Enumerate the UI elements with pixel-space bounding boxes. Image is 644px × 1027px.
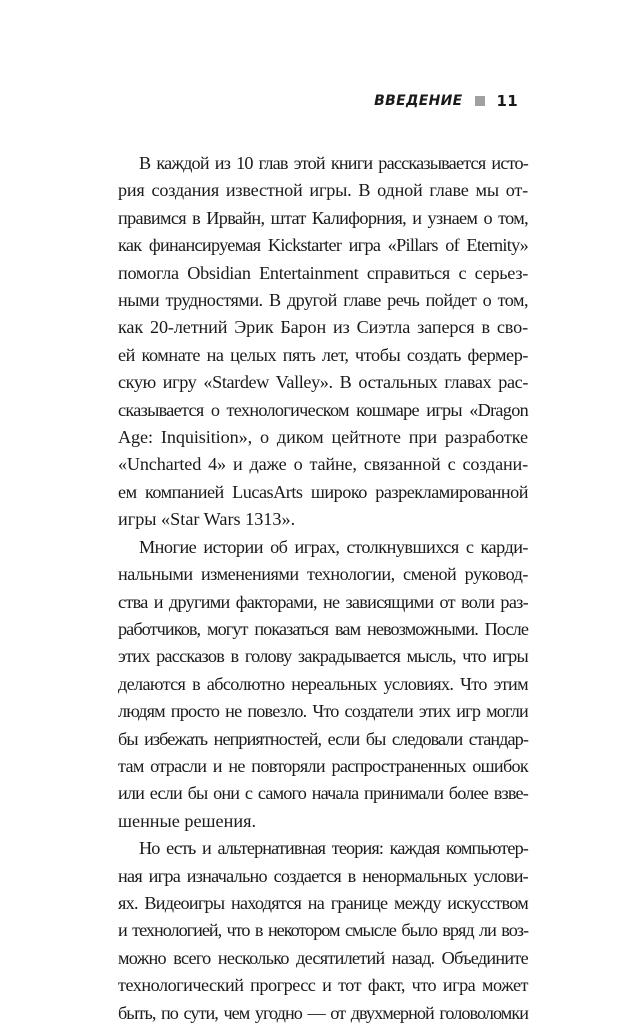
text-line: нальными изменениями технологии, сменой руковод- <box>118 564 528 585</box>
text-line: бы избежать неприятностей, если бы следовали стандар- <box>118 728 528 749</box>
text-line: ях. Видеоигры находятся на границе между искусством <box>118 892 528 913</box>
text-line: этих рассказов в голову закрадывается мысль, что игры <box>118 646 528 667</box>
paragraph-2 <box>118 534 528 835</box>
text-line: скую игру «Stardew Valley». В остальных главах рас- <box>118 372 528 393</box>
text-line: ными трудностями. В другой главе речь пойдет о том, <box>118 290 528 311</box>
text-line: ей комнате на целых пять лет, чтобы создать фермер- <box>118 344 528 365</box>
text-line: как 20-летний Эрик Барон из Сиэтла заперся в сво- <box>118 317 528 338</box>
running-head <box>374 92 518 110</box>
square-bullet-icon <box>475 96 485 106</box>
text-line: шенные решения. <box>118 810 257 831</box>
text-line: делаются в абсолютно нереальных условиях. Что этим <box>118 673 528 694</box>
text-line: технологический прогресс и тот факт, что игра может <box>118 975 528 996</box>
section-title: ВВЕДЕНИЕ <box>374 93 463 109</box>
text-line: ства и другими факторами, не зависящими от воли раз- <box>118 591 528 612</box>
text-line: «Uncharted 4» и даже о тайне, связанной с создани- <box>118 454 528 475</box>
text-line: быть, по сути, чем угодно — от двухмерной головоломки <box>118 1002 528 1023</box>
text-line: В каждой из 10 глав этой книги рассказывается исто- <box>139 153 528 173</box>
text-line: Но есть и альтернативная теория: каждая компьютер- <box>139 838 528 859</box>
text-line: помогла Obsidian Entertainment справиться с серьез- <box>118 262 528 283</box>
text-line: ная игра изначально создается в ненормальных услови- <box>118 865 528 886</box>
paragraph-3 <box>118 835 528 1027</box>
text-line: и технологией, что в некотором смысле было вряд ли воз- <box>118 920 528 941</box>
paragraph-1 <box>118 150 528 534</box>
body-text <box>118 150 528 1027</box>
text-line: там отрасли и не повторяли распространенных ошибок <box>118 755 528 776</box>
text-line: работчиков, могут показаться вам невозможными. После <box>118 618 528 639</box>
text-line: рия создания известной игры. В одной главе мы от- <box>118 180 528 201</box>
text-line: ем компанией LucasArts широко разрекламированной <box>118 481 528 502</box>
text-line: Age: Inquisition», о диком цейтноте при разработке <box>118 427 528 448</box>
text-line: Многие истории об играх, столкнувшихся с карди- <box>139 536 528 557</box>
text-line: игры «Star Wars 1313». <box>118 509 296 530</box>
text-line: как финансируемая Kickstarter игра «Pillars of Eternity» <box>118 235 528 256</box>
text-line: или если бы они с самого начала принимали более взве- <box>118 783 528 804</box>
page-number: 11 <box>496 92 518 110</box>
text-line: людям просто не повезло. Что создатели этих игр могли <box>118 701 528 722</box>
text-line: правимся в Ирвайн, штат Калифорния, и узнаем о том, <box>118 207 528 228</box>
text-line: сказывается о технологическом кошмаре игры «Dragon <box>118 399 528 420</box>
text-line: можно всего несколько десятилетий назад. Объедините <box>118 947 528 968</box>
